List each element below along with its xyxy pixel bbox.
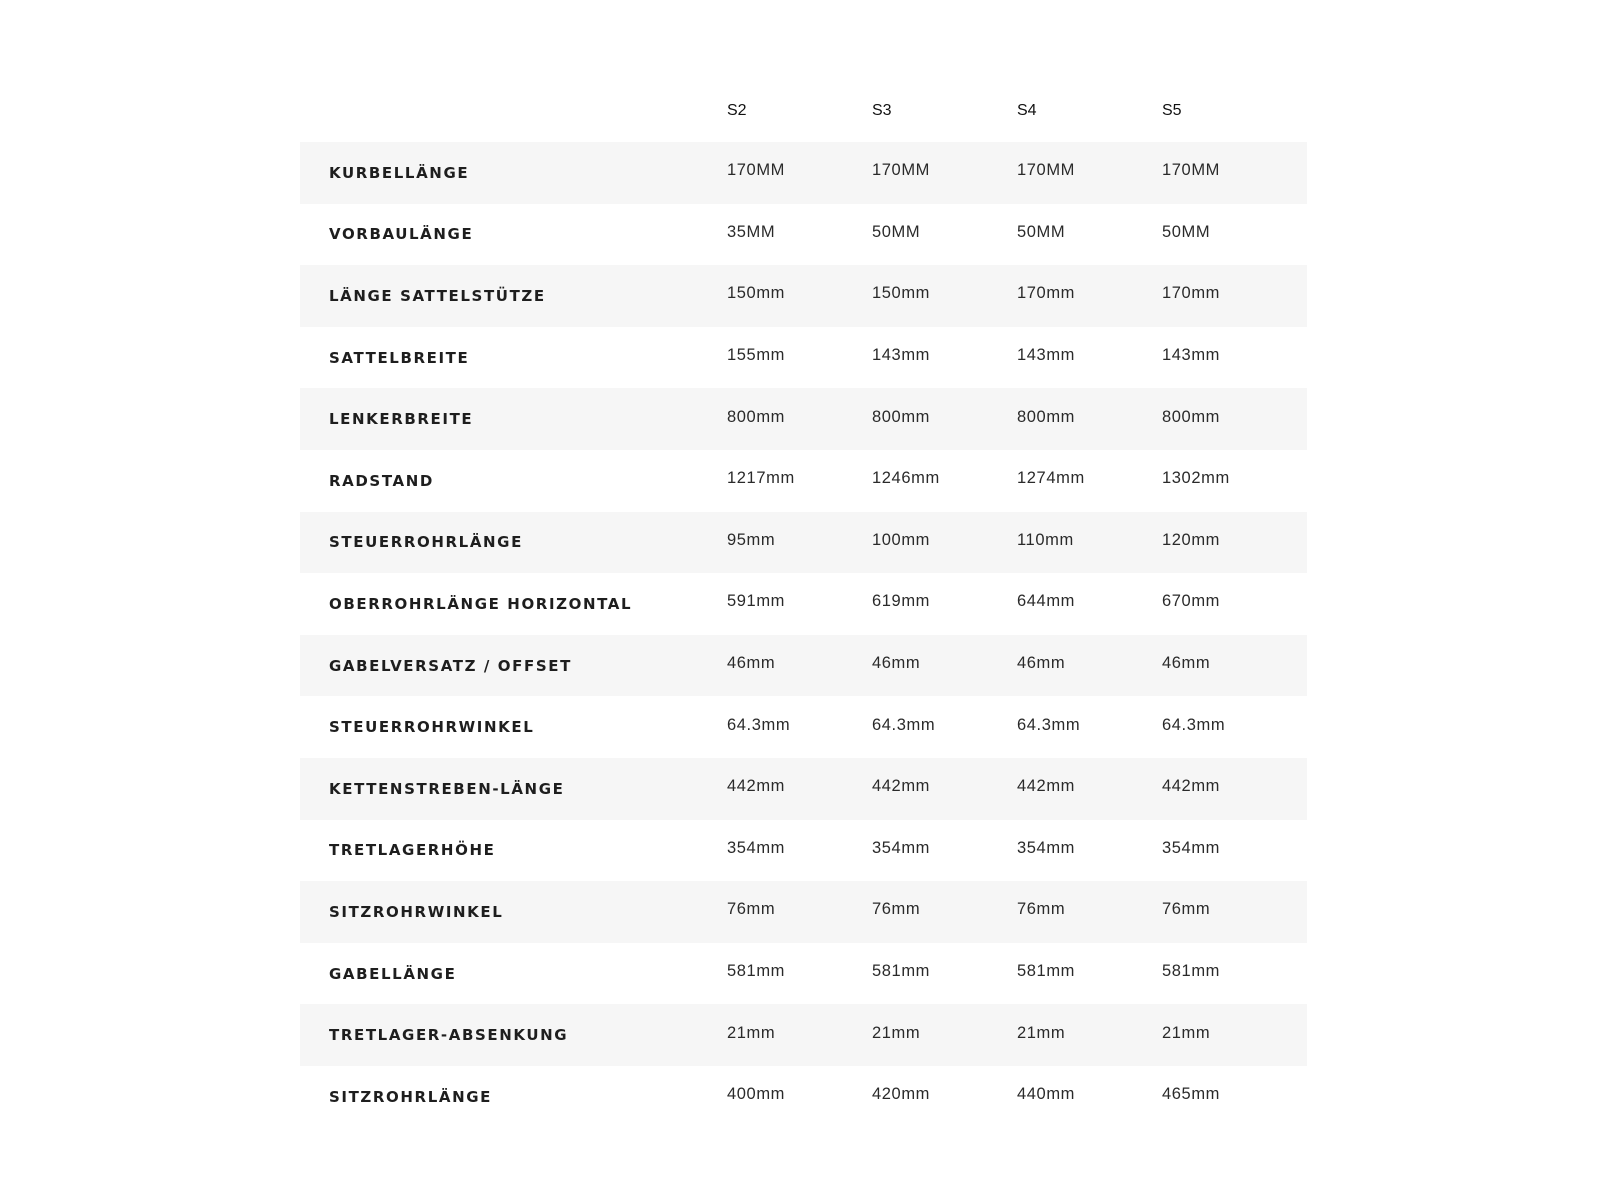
table-row xyxy=(300,512,1307,574)
row-label: OBERROHRLÄNGE HORIZONTAL xyxy=(300,573,727,635)
table-row xyxy=(300,388,1307,450)
cell-value: 420mm xyxy=(872,1066,1017,1128)
cell-value: 170mm xyxy=(1017,265,1162,327)
cell-value: 64.3mm xyxy=(1162,696,1307,758)
table-row xyxy=(300,696,1307,758)
table-row xyxy=(300,943,1307,1005)
cell-value: 21mm xyxy=(1017,1004,1162,1066)
cell-value: 1274mm xyxy=(1017,450,1162,512)
cell-value: 100mm xyxy=(872,512,1017,574)
table-row xyxy=(300,758,1307,820)
cell-value: 170MM xyxy=(727,142,872,204)
cell-value: 21mm xyxy=(727,1004,872,1066)
cell-value: 76mm xyxy=(1017,881,1162,943)
table-row xyxy=(300,142,1307,204)
cell-value: 120mm xyxy=(1162,512,1307,574)
table-row xyxy=(300,204,1307,266)
row-label: STEUERROHRWINKEL xyxy=(300,696,727,758)
cell-value: 21mm xyxy=(1162,1004,1307,1066)
cell-value: 76mm xyxy=(727,881,872,943)
table-row xyxy=(300,450,1307,512)
cell-value: 46mm xyxy=(1162,635,1307,697)
size-header-s5: S5 xyxy=(1162,102,1182,119)
cell-value: 442mm xyxy=(872,758,1017,820)
cell-value: 21mm xyxy=(872,1004,1017,1066)
cell-value: 800mm xyxy=(872,388,1017,450)
row-label: LENKERBREITE xyxy=(300,388,727,450)
row-label: LÄNGE SATTELSTÜTZE xyxy=(300,265,727,327)
table-body xyxy=(300,142,1307,1128)
size-header-s2: S2 xyxy=(727,102,747,119)
cell-value: 64.3mm xyxy=(727,696,872,758)
cell-value: 1302mm xyxy=(1162,450,1307,512)
cell-value: 46mm xyxy=(1017,635,1162,697)
cell-value: 591mm xyxy=(727,573,872,635)
cell-value: 354mm xyxy=(1162,820,1307,882)
cell-value: 50MM xyxy=(1017,204,1162,266)
cell-value: 143mm xyxy=(1162,327,1307,389)
cell-value: 64.3mm xyxy=(872,696,1017,758)
cell-value: 442mm xyxy=(727,758,872,820)
cell-value: 50MM xyxy=(1162,204,1307,266)
cell-value: 581mm xyxy=(1162,943,1307,1005)
cell-value: 143mm xyxy=(872,327,1017,389)
cell-value: 800mm xyxy=(1162,388,1307,450)
size-header-s4: S4 xyxy=(1017,102,1037,119)
cell-value: 170mm xyxy=(1162,265,1307,327)
table-row xyxy=(300,265,1307,327)
cell-value: 581mm xyxy=(1017,943,1162,1005)
row-label: VORBAULÄNGE xyxy=(300,204,727,266)
cell-value: 35MM xyxy=(727,204,872,266)
cell-value: 619mm xyxy=(872,573,1017,635)
cell-value: 143mm xyxy=(1017,327,1162,389)
row-label: RADSTAND xyxy=(300,450,727,512)
row-label: SITZROHRLÄNGE xyxy=(300,1066,727,1128)
cell-value: 465mm xyxy=(1162,1066,1307,1128)
cell-value: 354mm xyxy=(872,820,1017,882)
cell-value: 1246mm xyxy=(872,450,1017,512)
row-label: KETTENSTREBEN-LÄNGE xyxy=(300,758,727,820)
table-row xyxy=(300,1004,1307,1066)
cell-value: 110mm xyxy=(1017,512,1162,574)
cell-value: 150mm xyxy=(727,265,872,327)
row-label: GABELVERSATZ / OFFSET xyxy=(300,635,727,697)
geometry-table xyxy=(300,80,1307,1128)
cell-value: 800mm xyxy=(1017,388,1162,450)
cell-value: 800mm xyxy=(727,388,872,450)
row-label: SITZROHRWINKEL xyxy=(300,881,727,943)
cell-value: 64.3mm xyxy=(1017,696,1162,758)
cell-value: 1217mm xyxy=(727,450,872,512)
cell-value: 150mm xyxy=(872,265,1017,327)
table-row xyxy=(300,635,1307,697)
cell-value: 442mm xyxy=(1162,758,1307,820)
cell-value: 354mm xyxy=(727,820,872,882)
cell-value: 440mm xyxy=(1017,1066,1162,1128)
table-row xyxy=(300,1066,1307,1128)
cell-value: 442mm xyxy=(1017,758,1162,820)
cell-value: 50MM xyxy=(872,204,1017,266)
size-header-s3: S3 xyxy=(872,102,892,119)
cell-value: 155mm xyxy=(727,327,872,389)
table-row xyxy=(300,573,1307,635)
cell-value: 170MM xyxy=(1162,142,1307,204)
cell-value: 76mm xyxy=(872,881,1017,943)
row-label: TRETLAGER-ABSENKUNG xyxy=(300,1004,727,1066)
cell-value: 400mm xyxy=(727,1066,872,1128)
header-label-cell xyxy=(300,80,727,142)
cell-value: 354mm xyxy=(1017,820,1162,882)
table-row xyxy=(300,820,1307,882)
cell-value: 46mm xyxy=(727,635,872,697)
cell-value: 581mm xyxy=(727,943,872,1005)
table-header-row xyxy=(300,80,1307,142)
row-label: GABELLÄNGE xyxy=(300,943,727,1005)
table-row xyxy=(300,327,1307,389)
cell-value: 581mm xyxy=(872,943,1017,1005)
cell-value: 95mm xyxy=(727,512,872,574)
table-row xyxy=(300,881,1307,943)
cell-value: 170MM xyxy=(872,142,1017,204)
cell-value: 644mm xyxy=(1017,573,1162,635)
cell-value: 46mm xyxy=(872,635,1017,697)
row-label: KURBELLÄNGE xyxy=(300,142,727,204)
row-label: TRETLAGERHÖHE xyxy=(300,820,727,882)
row-label: SATTELBREITE xyxy=(300,327,727,389)
cell-value: 670mm xyxy=(1162,573,1307,635)
cell-value: 76mm xyxy=(1162,881,1307,943)
cell-value: 170MM xyxy=(1017,142,1162,204)
row-label: STEUERROHRLÄNGE xyxy=(300,512,727,574)
